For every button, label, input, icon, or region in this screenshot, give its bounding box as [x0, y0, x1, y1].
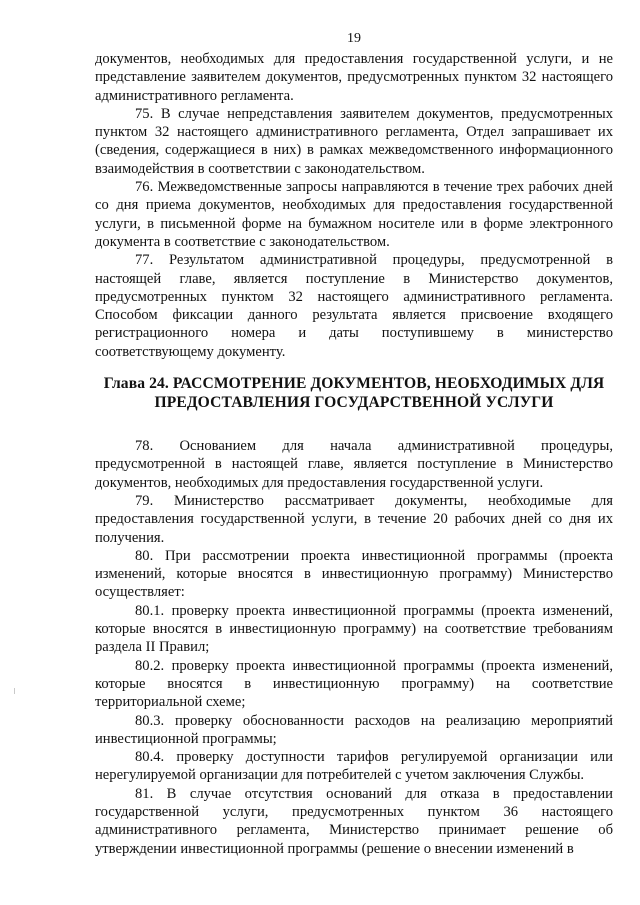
paragraph-80-3: 80.3. проверку обоснованности расходов на реализацию мероприятий инвестиционной программы; — [95, 712, 613, 747]
paragraph-81: 81. В случае отсутствия оснований для отказа в предоставлении государственной услуги, предусмотренных пунктом 36 настоящего административного регламента, Министерство принимает решение об утверждении инвестиционной программы (решение о внесении изменений в — [95, 785, 613, 857]
chapter-title: Глава 24. РАССМОТРЕНИЕ ДОКУМЕНТОВ, НЕОБХОДИМЫХ ДЛЯ ПРЕДОСТАВЛЕНИЯ ГОСУДАРСТВЕННОЙ УСЛУГИ — [103, 375, 605, 412]
section-after-chapter — [95, 437, 613, 858]
paragraph-80-4: 80.4. проверку доступности тарифов регулируемой организации или нерегулируемой организации для потребителей с учетом заключения Службы. — [95, 749, 613, 784]
paragraph-75: 75. В случае непредставления заявителем документов, предусмотренных пунктом 32 настоящего административного регламента, Отдел запрашивает их (сведения, содержащиеся в них) в рамках межведомственного информационного взаимодействия в соответствии с законодательством. — [95, 105, 613, 177]
scan-margin-mark — [14, 688, 15, 694]
paragraph-continuation: документов, необходимых для предоставления государственной услуги, и не представление заявителем документов, предусмотренных пунктом 32 настоящего административного регламента. — [95, 51, 613, 104]
page-number: 19 — [347, 31, 361, 46]
paragraph-80-2: 80.2. проверку проекта инвестиционной программы (проекта изменений, которые вносятся в инвестиционную программу) на соответствие территориальной схеме; — [95, 657, 613, 711]
paragraph-80-1: 80.1. проверку проекта инвестиционной программы (проекта изменений, которые вносятся в инвестиционную программу) на соответствие требованиям раздела II Правил; — [95, 602, 613, 656]
paragraph-79: 79. Министерство рассматривает документы, необходимые для предоставления государственной услуги, в течение 20 рабочих дней со дня их получения. — [95, 492, 613, 546]
paragraph-80: 80. При рассмотрении проекта инвестиционной программы (проекта изменений, которые вносятся в инвестиционную программу) Министерство осуществляет: — [95, 547, 613, 601]
section-before-chapter — [95, 50, 613, 361]
paragraph-78: 78. Основанием для начала административной процедуры, предусмотренной в настоящей главе, является поступление в Министерство документов, необходимых для предоставления государственной услуги. — [95, 438, 613, 491]
paragraph-76: 76. Межведомственные запросы направляются в течение трех рабочих дней со дня приема документов, необходимых для предоставления государственной услуги, в письменной форме на бумажном носителе или в форме электронного документа в соответствие с законодательством. — [95, 179, 613, 250]
paragraph-77: 77. Результатом административной процедуры, предусмотренной в настоящей главе, является поступление в Министерство документов, предусмотренных пунктом 32 настоящего административного регламента. Способом фиксации данного результата является присвоение входящего регистрационного номера и даты поступившему в министерство соответствующему документу. — [95, 252, 613, 360]
document-page — [95, 30, 613, 858]
